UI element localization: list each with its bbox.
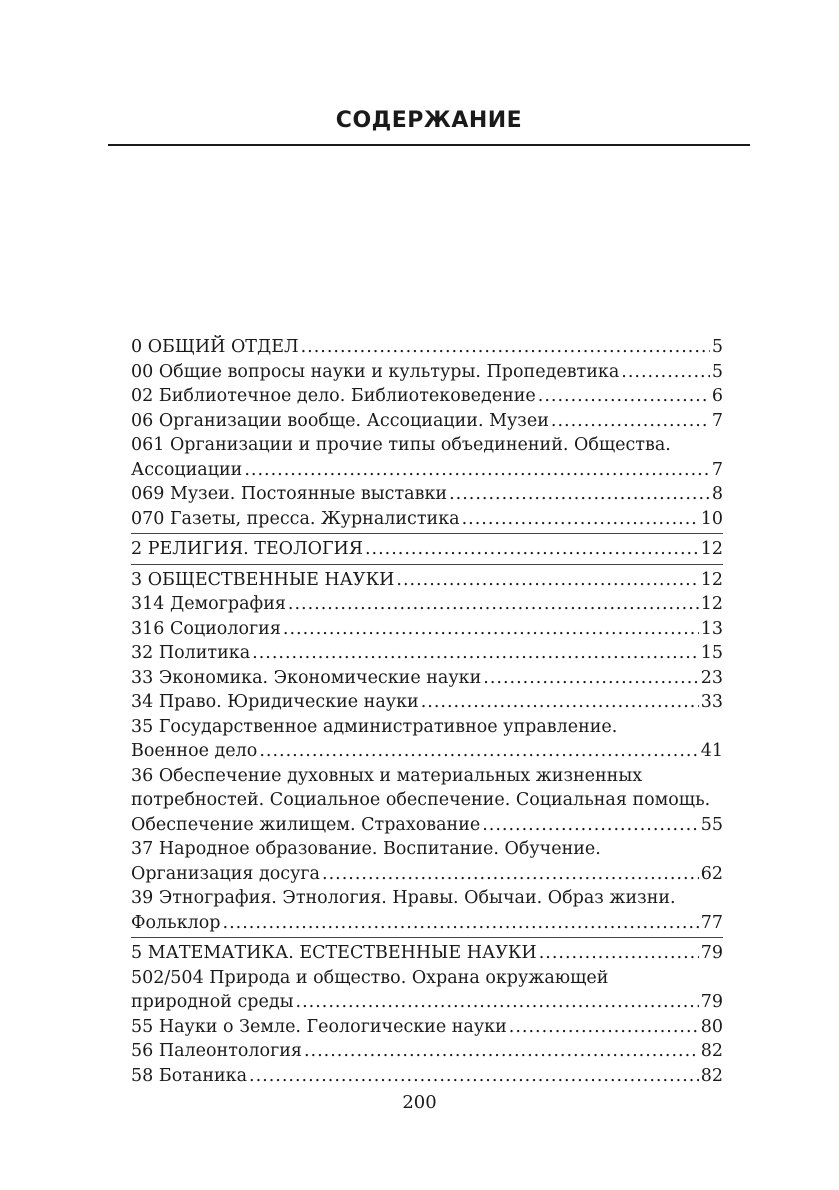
toc-entry bbox=[131, 564, 723, 593]
toc-entry-title: 3 ОБЩЕСТВЕННЫЕ НАУКИ bbox=[131, 569, 395, 590]
toc-entry-line bbox=[131, 990, 723, 1015]
toc-entry-page: 41 bbox=[700, 741, 723, 761]
toc-entry-line bbox=[131, 617, 723, 642]
dot-leader bbox=[365, 537, 699, 562]
toc-entry-page: 79 bbox=[700, 943, 723, 963]
toc-entry bbox=[131, 690, 723, 715]
toc-entry-title: 35 Государственное административное управление. bbox=[131, 716, 618, 737]
dot-leader bbox=[301, 335, 710, 360]
toc-entry bbox=[131, 1064, 723, 1089]
dot-leader bbox=[482, 813, 698, 838]
toc-entry-title: 5 МАТЕМАТИКА. ЕСТЕСТВЕННЫЕ НАУКИ bbox=[131, 943, 537, 963]
toc-entry-title: потребностей. Социальное обеспечение. Социальная помощь. bbox=[131, 790, 711, 810]
toc-entry-line bbox=[131, 458, 723, 483]
toc-entry bbox=[131, 666, 723, 691]
dot-leader bbox=[322, 862, 699, 887]
toc-entry bbox=[131, 1039, 723, 1064]
toc-entry-line bbox=[131, 862, 723, 887]
toc-entry-line bbox=[131, 482, 723, 507]
toc-entry-title: 39 Этнография. Этнология. Нравы. Обычаи. Образ жизни. bbox=[131, 888, 676, 908]
toc-entry-title: 2 РЕЛИГИЯ. ТЕОЛОГИЯ bbox=[131, 539, 363, 559]
toc-entry-title: Организация досуга bbox=[131, 863, 320, 884]
toc-entry bbox=[131, 1015, 723, 1040]
toc-entry bbox=[131, 360, 723, 385]
dot-leader bbox=[539, 941, 699, 966]
page-number: 200 bbox=[402, 1092, 437, 1113]
toc-entry-page: 80 bbox=[700, 1016, 723, 1037]
toc-entry-line bbox=[131, 568, 723, 593]
toc-entry-title: 36 Обеспечение духовных и материальных жизненных bbox=[131, 765, 643, 786]
toc-entry-title: 34 Право. Юридические науки bbox=[131, 692, 419, 712]
toc-entry-title: 314 Демография bbox=[131, 594, 286, 614]
toc-entry-page: 12 bbox=[700, 539, 723, 559]
dot-leader bbox=[538, 384, 710, 409]
toc-entry-page: 13 bbox=[700, 618, 723, 639]
toc-entry bbox=[131, 966, 723, 1015]
toc-entry-title: 58 Ботаника bbox=[131, 1065, 248, 1086]
dot-leader bbox=[259, 739, 698, 764]
toc-entry bbox=[131, 617, 723, 642]
toc-entry-title: 32 Политика bbox=[131, 643, 251, 663]
toc-entry-page: 12 bbox=[700, 569, 723, 590]
toc-entry-title: 06 Организации вообще. Ассоциации. Музеи bbox=[131, 410, 549, 431]
toc-entry-line bbox=[131, 911, 723, 936]
toc-entry bbox=[131, 335, 723, 360]
toc-entry bbox=[131, 937, 723, 966]
toc-entry-page: 82 bbox=[700, 1065, 723, 1086]
dot-leader bbox=[551, 409, 710, 434]
toc-entry-page: 7 bbox=[711, 410, 723, 431]
title-rule bbox=[108, 144, 750, 146]
toc-entry-line bbox=[131, 1064, 723, 1089]
toc-entry-page: 82 bbox=[700, 1041, 723, 1061]
toc-entry-page: 10 bbox=[700, 508, 723, 529]
toc-entry bbox=[131, 409, 723, 434]
toc-entry-line bbox=[131, 1015, 723, 1040]
toc-entry-line bbox=[131, 384, 723, 409]
toc-entry-title: Ассоциации bbox=[131, 459, 243, 480]
toc-entry-line bbox=[131, 739, 723, 764]
toc-entry bbox=[131, 764, 723, 838]
dot-leader bbox=[621, 360, 710, 385]
dot-leader bbox=[449, 482, 710, 507]
dot-leader bbox=[252, 641, 699, 666]
dot-leader bbox=[304, 1039, 699, 1064]
dot-leader bbox=[249, 1064, 699, 1089]
dot-leader bbox=[421, 690, 699, 715]
toc-entry-line bbox=[131, 690, 723, 715]
toc-entry bbox=[131, 482, 723, 507]
toc-entry-title: 00 Общие вопросы науки и культуры. Пропедевтика bbox=[131, 361, 620, 382]
toc-entry-title: 02 Библиотечное дело. Библиотековедение bbox=[131, 386, 536, 406]
toc-entry-title: 502/504 Природа и общество. Охрана окружающей bbox=[131, 967, 609, 988]
toc-entry-title: 069 Музеи. Постоянные выставки bbox=[131, 484, 448, 504]
dot-leader bbox=[288, 592, 699, 617]
toc-entry-page: 23 bbox=[700, 667, 723, 688]
toc-entry-title: 37 Народное образование. Воспитание. Обучение. bbox=[131, 839, 601, 859]
toc-entry bbox=[131, 837, 723, 886]
dot-leader bbox=[244, 458, 710, 483]
toc-entry-line bbox=[131, 335, 723, 360]
toc-entry bbox=[131, 433, 723, 482]
toc-entry-title: Фольклор bbox=[131, 912, 221, 933]
toc-entry bbox=[131, 384, 723, 409]
toc-entry-title: 0 ОБЩИЙ ОТДЕЛ bbox=[131, 337, 299, 357]
toc-entry bbox=[131, 886, 723, 935]
dot-leader bbox=[396, 568, 698, 593]
toc-entry-line bbox=[131, 592, 723, 617]
toc-entry-page: 5 bbox=[711, 361, 723, 382]
toc-entry bbox=[131, 592, 723, 617]
toc-entry-page: 62 bbox=[700, 863, 723, 884]
toc-entry-title: 55 Науки о Земле. Геологические науки bbox=[131, 1016, 507, 1037]
toc-entry-title: природной среды bbox=[131, 992, 294, 1012]
toc-entry-title: Военное дело bbox=[131, 741, 258, 761]
toc-entry bbox=[131, 641, 723, 666]
toc-entry-title: 070 Газеты, пресса. Журналистика bbox=[131, 508, 460, 529]
toc-entry-title: 061 Организации и прочие типы объединений. Общества. bbox=[131, 435, 671, 455]
toc-entry-line bbox=[131, 409, 723, 434]
toc-entry-line bbox=[131, 666, 723, 691]
toc-entry-line bbox=[131, 360, 723, 385]
toc-entry-page: 7 bbox=[711, 459, 723, 480]
dot-leader bbox=[509, 1015, 699, 1040]
toc-entry-page: 77 bbox=[700, 912, 723, 933]
dot-leader bbox=[223, 911, 699, 936]
toc-entry-title: 56 Палеонтология bbox=[131, 1041, 302, 1061]
toc-entry-line bbox=[131, 941, 723, 966]
toc-entry-line bbox=[131, 507, 723, 532]
toc-entry-page: 33 bbox=[700, 692, 723, 712]
toc-entry-page: 6 bbox=[711, 386, 723, 406]
dot-leader bbox=[296, 990, 699, 1015]
toc-entry-line bbox=[131, 813, 723, 838]
toc-entry-line bbox=[131, 641, 723, 666]
toc-entry-page: 79 bbox=[700, 992, 723, 1012]
dot-leader bbox=[283, 617, 699, 642]
toc-entry bbox=[131, 715, 723, 764]
toc-entry-page: 5 bbox=[711, 337, 723, 357]
toc-entry-page: 12 bbox=[700, 594, 723, 614]
dot-leader bbox=[483, 666, 698, 691]
toc-entry bbox=[131, 533, 723, 562]
table-of-contents bbox=[131, 335, 723, 1088]
toc-entry-title: Обеспечение жилищем. Страхование bbox=[131, 814, 481, 835]
dot-leader bbox=[462, 507, 699, 532]
toc-entry-title: 33 Экономика. Экономические науки bbox=[131, 667, 482, 688]
toc-entry-page: 8 bbox=[711, 484, 723, 504]
toc-entry-line bbox=[131, 537, 723, 562]
toc-entry-page: 55 bbox=[700, 814, 723, 835]
toc-entry-page: 15 bbox=[700, 643, 723, 663]
toc-entry-line bbox=[131, 1039, 723, 1064]
toc-entry-title: 316 Социология bbox=[131, 618, 281, 639]
page-title: СОДЕРЖАНИЕ bbox=[335, 108, 523, 133]
toc-entry bbox=[131, 507, 723, 532]
